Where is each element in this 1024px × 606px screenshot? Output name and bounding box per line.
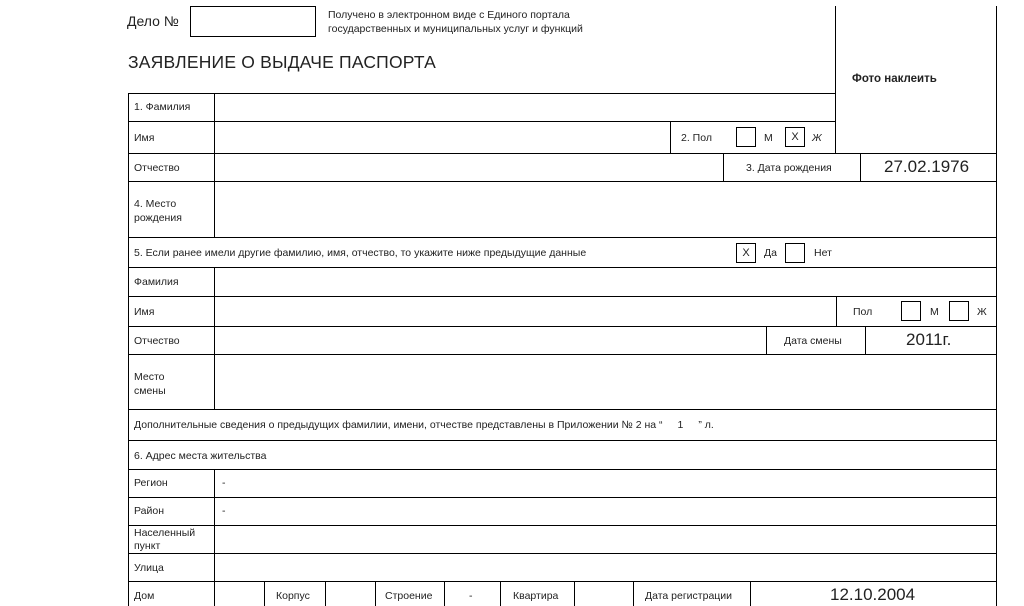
house-row-divider: [264, 581, 265, 606]
house-row-divider: [444, 581, 445, 606]
structure-value[interactable]: -: [469, 590, 473, 602]
name-field[interactable]: [215, 122, 669, 153]
previous-surname-field[interactable]: [215, 268, 995, 296]
change-date-divider: [766, 326, 767, 354]
previous-data-question: 5. Если ранее имели другие фамилию, имя, отчество, то укажите ниже предыдущие данные: [134, 247, 587, 259]
district-label: Район: [134, 505, 164, 517]
birth-date-value[interactable]: 27.02.1976: [884, 157, 970, 176]
birth-date-divider: [723, 153, 724, 181]
sex-f-label: Ж: [812, 132, 822, 144]
street-field[interactable]: [215, 554, 995, 581]
district-value[interactable]: -: [222, 505, 226, 517]
case-number-label: Дело №: [127, 13, 179, 29]
street-label: Улица: [134, 562, 164, 574]
row-line: [128, 440, 997, 441]
region-label: Регион: [134, 477, 168, 489]
birth-place-label-line1: 4. Место: [134, 198, 177, 210]
building-field[interactable]: [326, 582, 374, 606]
previous-no-checkbox[interactable]: [785, 243, 805, 263]
house-row-divider: [633, 581, 634, 606]
previous-patronymic-field[interactable]: [215, 327, 765, 354]
birth-place-label-line2: рождения: [134, 212, 182, 224]
structure-label: Строение: [385, 590, 433, 602]
name-label: Имя: [134, 132, 155, 144]
additional-info-count[interactable]: 1: [677, 419, 684, 431]
locality-label: [134, 527, 195, 553]
apartment-field[interactable]: [575, 582, 632, 606]
change-date-label: Дата смены: [784, 335, 842, 347]
previous-sex-m-label: М: [930, 306, 939, 318]
house-field[interactable]: [215, 582, 263, 606]
registration-date-value[interactable]: 12.10.2004: [830, 585, 916, 604]
region-value[interactable]: -: [222, 477, 226, 489]
photo-border-right: [996, 6, 997, 154]
previous-sex-divider: [836, 296, 837, 326]
form-title: ЗАЯВЛЕНИЕ О ВЫДАЧЕ ПАСПОРТА: [128, 52, 437, 72]
sex-m-checkbox[interactable]: [736, 127, 756, 147]
previous-no-label: Нет: [814, 247, 832, 259]
surname-field[interactable]: [215, 94, 835, 121]
previous-name-label: Имя: [134, 306, 155, 318]
previous-sex-f-label: Ж: [977, 306, 987, 318]
address-section-label: 6. Адрес места жительства: [134, 450, 267, 462]
birth-date-value-divider: [860, 153, 861, 181]
sex-divider: [670, 121, 671, 153]
previous-yes-checkbox[interactable]: Х: [736, 243, 756, 263]
birth-date-label: 3. Дата рождения: [746, 162, 832, 174]
received-note: [328, 8, 583, 36]
sex-m-label: М: [764, 132, 773, 144]
previous-sex-f-checkbox[interactable]: [949, 301, 969, 321]
sex-label: 2. Пол: [681, 132, 712, 144]
house-row-divider: [750, 581, 751, 606]
registration-date-label: Дата регистрации: [645, 590, 733, 602]
change-place-label: [134, 370, 166, 398]
row-line: [128, 469, 997, 470]
house-row-divider: [500, 581, 501, 606]
change-date-value[interactable]: 2011г.: [906, 330, 952, 349]
received-note-line1: Получено в электронном виде с Единого портала: [328, 9, 570, 21]
additional-info-line: [134, 419, 714, 431]
surname-label: 1. Фамилия: [134, 101, 191, 113]
previous-sex-m-checkbox[interactable]: [901, 301, 921, 321]
house-label: Дом: [134, 590, 155, 602]
additional-info-text: Дополнительные сведения о предыдущих фамилии, имени, отчестве представлены в Приложении № 2 на “: [134, 419, 663, 431]
building-label: Корпус: [276, 590, 310, 602]
case-number-field[interactable]: [190, 6, 316, 37]
row-line: [128, 237, 997, 238]
locality-label-line1: Населенный: [134, 527, 196, 539]
birth-place-field[interactable]: [215, 182, 995, 237]
form-left-border: [128, 93, 129, 606]
previous-surname-label: Фамилия: [134, 276, 179, 288]
received-note-line2: государственных и муниципальных услуг и функций: [328, 23, 583, 35]
patronymic-field[interactable]: [215, 154, 722, 181]
previous-name-field[interactable]: [215, 297, 835, 326]
form-right-border: [996, 153, 997, 606]
previous-patronymic-label: Отчество: [134, 335, 180, 347]
house-row-divider: [375, 581, 376, 606]
apartment-label: Квартира: [513, 590, 559, 602]
birth-place-label: [134, 197, 182, 225]
change-place-field[interactable]: [215, 355, 995, 409]
photo-placeholder-label: Фото наклеить: [852, 73, 937, 85]
row-line: [128, 409, 997, 410]
photo-border-left: [835, 6, 836, 154]
previous-yes-label: Да: [764, 247, 777, 259]
row-line: [128, 497, 997, 498]
additional-info-suffix: ” л.: [698, 419, 714, 431]
previous-sex-label: Пол: [853, 306, 873, 318]
locality-field[interactable]: [215, 526, 995, 553]
change-place-label-line2: смены: [134, 385, 166, 397]
sex-f-checkbox[interactable]: Х: [785, 127, 805, 147]
locality-label-line2: пункт: [134, 540, 161, 552]
patronymic-label: Отчество: [134, 162, 180, 174]
change-place-label-line1: Место: [134, 371, 165, 383]
change-date-value-divider: [865, 326, 866, 354]
